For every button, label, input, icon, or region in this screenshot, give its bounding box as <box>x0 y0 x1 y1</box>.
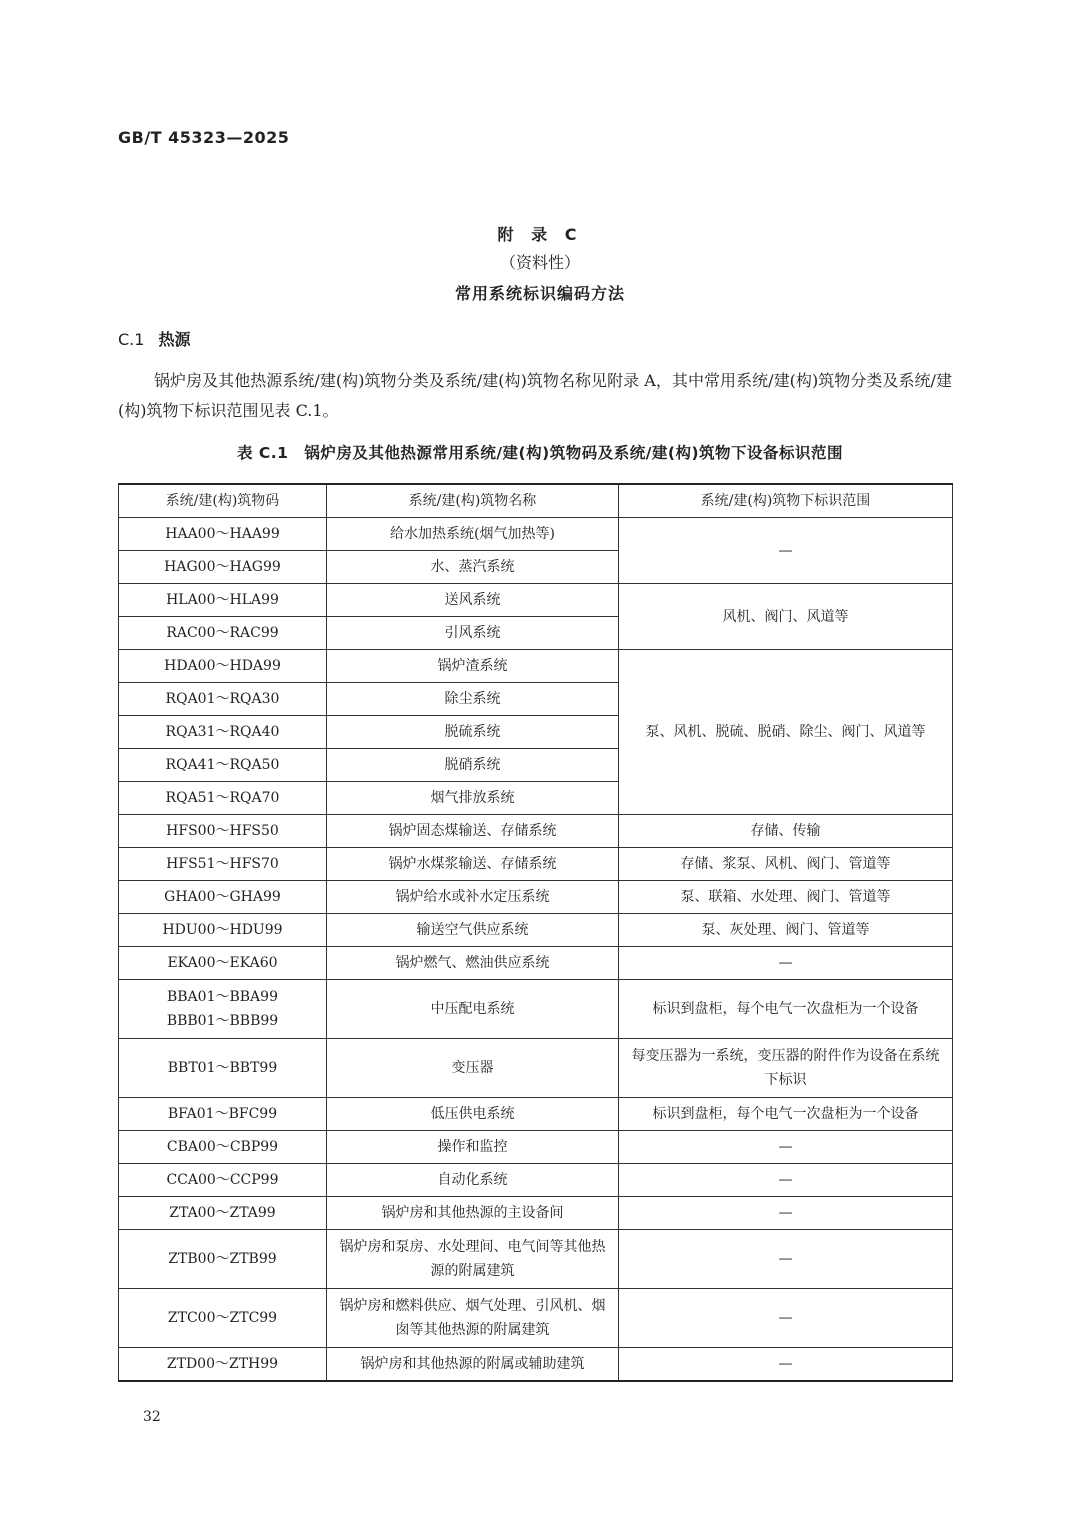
cell-scope: 泵、灰处理、阀门、管道等 <box>619 914 953 947</box>
cell-scope: 存储、浆泵、风机、阀门、管道等 <box>619 848 953 881</box>
cell-code: RAC00～RAC99 <box>119 617 327 650</box>
table-header-row <box>119 484 953 518</box>
cell-name: 自动化系统 <box>327 1164 619 1197</box>
table-row <box>119 650 953 683</box>
cell-code-line: BBA01～BBA99 <box>166 989 278 1005</box>
page-number: 32 <box>143 1409 161 1425</box>
header-code: 系统/建(构)筑物码 <box>119 484 327 518</box>
cell-code: ZTC00～ZTC99 <box>119 1289 327 1348</box>
cell-code: HFS00～HFS50 <box>119 815 327 848</box>
cell-code: ZTA00～ZTA99 <box>119 1197 327 1230</box>
cell-name: 锅炉房和其他热源的主设备间 <box>327 1197 619 1230</box>
appendix-subject: 常用系统标识编码方法 <box>454 284 625 303</box>
cell-scope: — <box>619 1348 953 1382</box>
cell-scope: 泵、联箱、水处理、阀门、管道等 <box>619 881 953 914</box>
cell-scope: — <box>619 1289 953 1348</box>
cell-name: 锅炉房和其他热源的附属或辅助建筑 <box>327 1348 619 1382</box>
table-row <box>119 1098 953 1131</box>
cell-code: EKA00～EKA60 <box>119 947 327 980</box>
cell-scope: 风机、阀门、风道等 <box>619 584 953 650</box>
cell-scope: 标识到盘柜，每个电气一次盘柜为一个设备 <box>619 980 953 1039</box>
cell-code: GHA00～GHA99 <box>119 881 327 914</box>
appendix-title: 附 录 C <box>497 225 583 244</box>
cell-name: 锅炉房和燃料供应、烟气处理、引风机、烟囱等其他热源的附属建筑 <box>327 1289 619 1348</box>
cell-scope: — <box>619 1197 953 1230</box>
table-row <box>119 518 953 551</box>
cell-scope: 每变压器为一系统，变压器的附件作为设备在系统下标识 <box>619 1039 953 1098</box>
cell-code: CBA00～CBP99 <box>119 1131 327 1164</box>
cell-code: BBT01～BBT99 <box>119 1039 327 1098</box>
table-row <box>119 980 953 1039</box>
cell-scope: 泵、风机、脱硫、脱硝、除尘、阀门、风道等 <box>619 650 953 815</box>
cell-scope: — <box>619 947 953 980</box>
cell-name: 引风系统 <box>327 617 619 650</box>
cell-code: RQA51～RQA70 <box>119 782 327 815</box>
table-row <box>119 947 953 980</box>
cell-code <box>119 980 327 1039</box>
cell-code: HDA00～HDA99 <box>119 650 327 683</box>
cell-code: HFS51～HFS70 <box>119 848 327 881</box>
section-paragraph: 锅炉房及其他热源系统/建(构)筑物分类及系统/建(构)筑物名称见附录 A，其中常用系统/建(构)筑物分类及系统/建(构)筑物下标识范围见表 C.1。 <box>118 371 952 420</box>
table-row <box>119 848 953 881</box>
cell-code: HAG00～HAG99 <box>119 551 327 584</box>
cell-name: 锅炉固态煤输送、存储系统 <box>327 815 619 848</box>
table-row <box>119 584 953 617</box>
cell-name: 锅炉燃气、燃油供应系统 <box>327 947 619 980</box>
cell-name: 锅炉渣系统 <box>327 650 619 683</box>
cell-scope: — <box>619 1131 953 1164</box>
table-row <box>119 914 953 947</box>
cell-name: 水、蒸汽系统 <box>327 551 619 584</box>
cell-name: 锅炉水煤浆输送、存储系统 <box>327 848 619 881</box>
cell-code: HLA00～HLA99 <box>119 584 327 617</box>
cell-code: ZTD00～ZTH99 <box>119 1348 327 1382</box>
cell-scope: 存储、传输 <box>619 815 953 848</box>
table-caption-text: 锅炉房及其他热源常用系统/建(构)筑物码及系统/建(构)筑物下设备标识范围 <box>304 444 844 462</box>
table-row <box>119 1197 953 1230</box>
cell-name: 中压配电系统 <box>327 980 619 1039</box>
cell-code: RQA01～RQA30 <box>119 683 327 716</box>
cell-name: 变压器 <box>327 1039 619 1098</box>
cell-scope: — <box>619 1230 953 1289</box>
table-row <box>119 1164 953 1197</box>
cell-code: HAA00～HAA99 <box>119 518 327 551</box>
cell-name: 除尘系统 <box>327 683 619 716</box>
table-row <box>119 1230 953 1289</box>
cell-code: CCA00～CCP99 <box>119 1164 327 1197</box>
section-number: C.1 <box>118 330 145 349</box>
table-caption-number: 表 C.1 <box>236 444 289 462</box>
header-scope: 系统/建(构)筑物下标识范围 <box>619 484 953 518</box>
header-name: 系统/建(构)筑物名称 <box>327 484 619 518</box>
table-row <box>119 815 953 848</box>
table-row <box>119 1348 953 1382</box>
cell-code: RQA31～RQA40 <box>119 716 327 749</box>
table-caption <box>0 441 1080 463</box>
section-heading <box>118 327 190 350</box>
cell-name: 给水加热系统(烟气加热等) <box>327 518 619 551</box>
cell-name: 锅炉房和泵房、水处理间、电气间等其他热源的附属建筑 <box>327 1230 619 1289</box>
table-row <box>119 1039 953 1098</box>
cell-name: 脱硝系统 <box>327 749 619 782</box>
cell-name: 脱硫系统 <box>327 716 619 749</box>
appendix-nature: （资料性） <box>499 253 580 272</box>
identification-table <box>118 483 953 1382</box>
cell-code: BFA01～BFC99 <box>119 1098 327 1131</box>
cell-name: 送风系统 <box>327 584 619 617</box>
table-row <box>119 881 953 914</box>
cell-code: RQA41～RQA50 <box>119 749 327 782</box>
cell-name: 操作和监控 <box>327 1131 619 1164</box>
standard-code: GB/T 45323—2025 <box>118 128 290 147</box>
cell-code: HDU00～HDU99 <box>119 914 327 947</box>
cell-scope: — <box>619 518 953 584</box>
section-title: 热源 <box>158 330 191 349</box>
table-row <box>119 1131 953 1164</box>
cell-name: 烟气排放系统 <box>327 782 619 815</box>
cell-name: 锅炉给水或补水定压系统 <box>327 881 619 914</box>
cell-code: ZTB00～ZTB99 <box>119 1230 327 1289</box>
cell-code-line: BBB01～BBB99 <box>166 1013 279 1029</box>
cell-name: 低压供电系统 <box>327 1098 619 1131</box>
cell-scope: — <box>619 1164 953 1197</box>
cell-scope: 标识到盘柜，每个电气一次盘柜为一个设备 <box>619 1098 953 1131</box>
cell-name: 输送空气供应系统 <box>327 914 619 947</box>
table-row <box>119 1289 953 1348</box>
